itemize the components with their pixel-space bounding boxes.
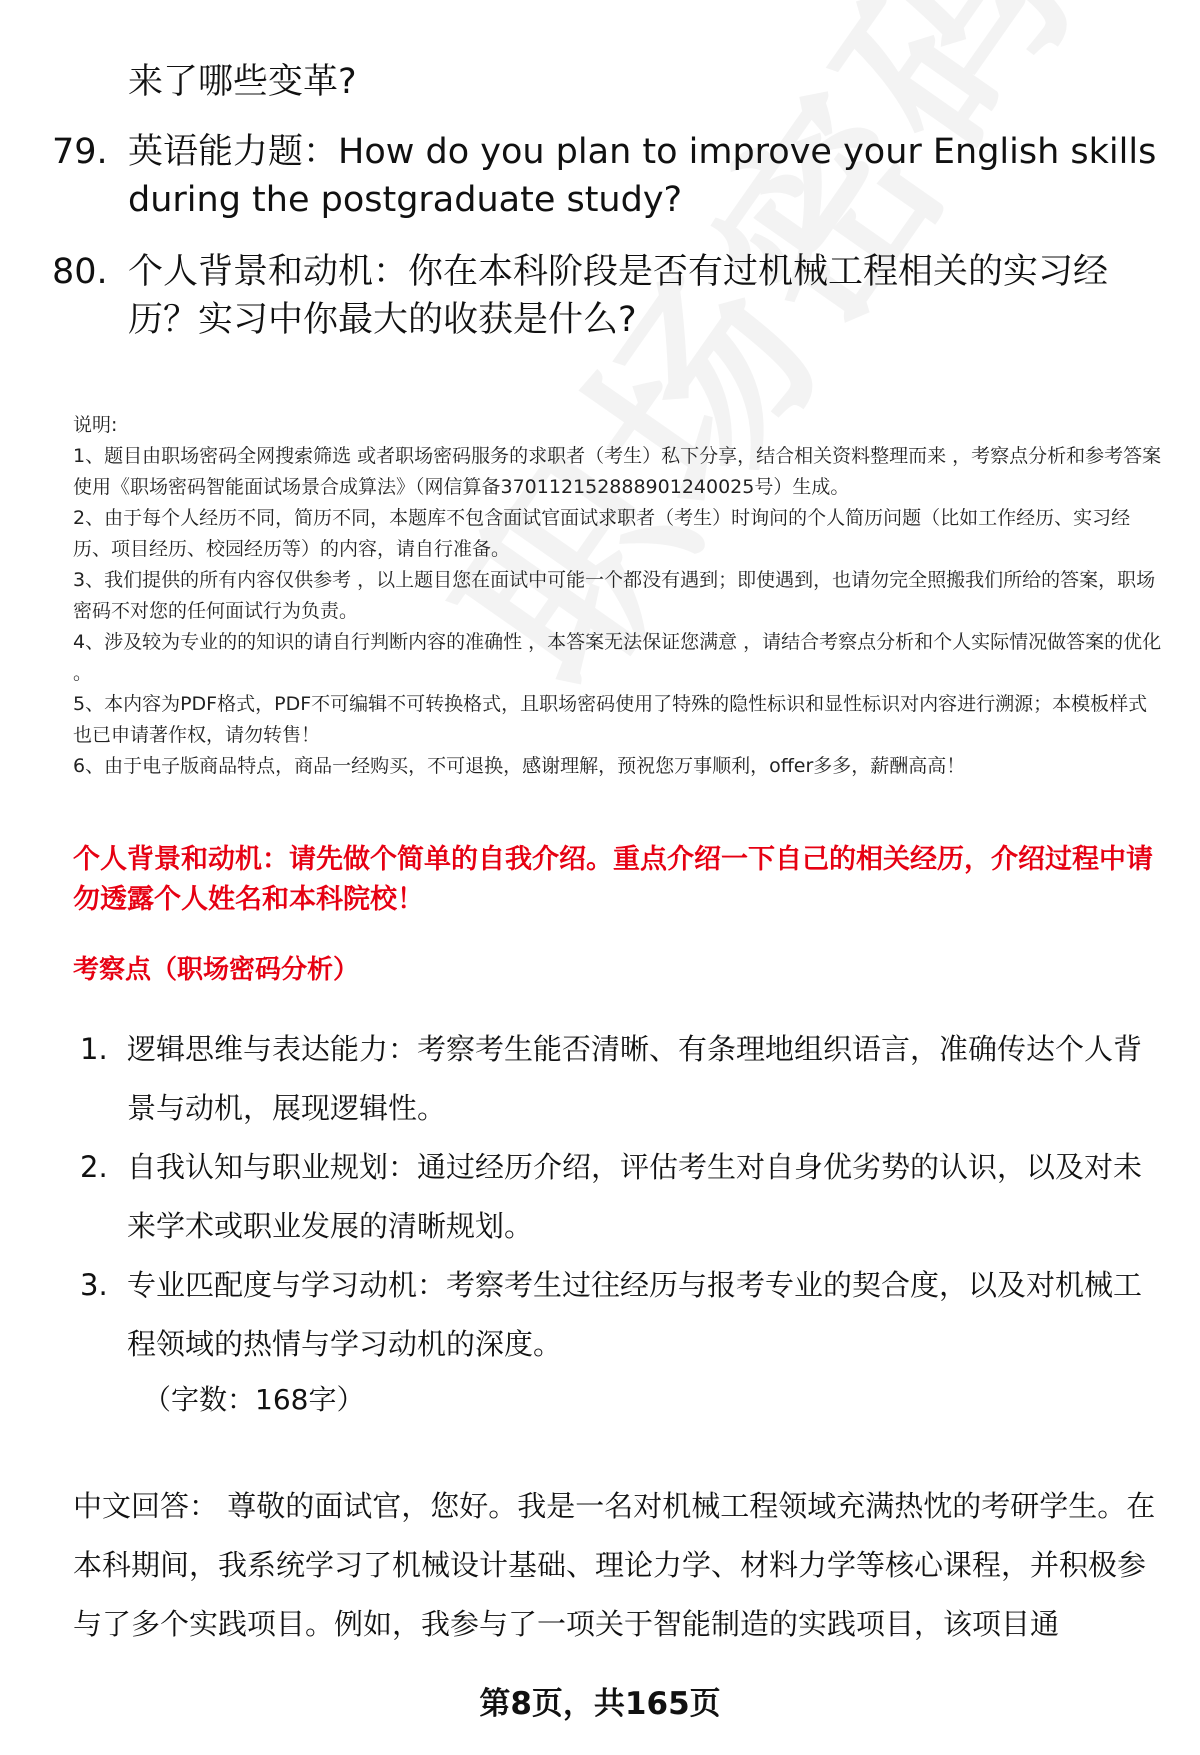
point-number: 3.	[80, 1268, 108, 1302]
note-item: 2、由于每个人经历不同，简历不同，本题库不包含面试官面试求职者（考生）时询问的个人简历问题（比如工作经历、实习经历、项目经历、校园经历等）的内容，请自行准备。	[73, 507, 1131, 560]
note-item: 5、本内容为PDF格式，PDF不可编辑不可转换格式，且职场密码使用了特殊的隐性标识和显性标识对内容进行溯源；本模板样式也已申请著作权，请勿转售！	[73, 693, 1148, 746]
point-text: 逻辑思维与表达能力：考察考生能否清晰、有条理地组织语言，准确传达个人背景与动机，展现逻辑性。	[127, 1032, 1143, 1125]
question-number: 80.	[52, 252, 108, 292]
question-80	[52, 248, 1167, 344]
question-number: 79.	[52, 132, 108, 172]
analysis-points	[80, 1020, 1165, 1374]
notes-title: 说明:	[73, 414, 118, 436]
section-question: 个人背景和动机：请先做个简单的自我介绍。重点介绍一下自己的相关经历，介绍过程中请勿透露个人姓名和本科院校！	[73, 844, 1153, 915]
analysis-point	[80, 1256, 1165, 1374]
analysis-point	[80, 1138, 1165, 1256]
analysis-title: 考察点（职场密码分析）	[73, 955, 360, 985]
point-text: 自我认知与职业规划：通过经历介绍，评估考生对自身优劣势的认识，以及对未来学术或职业发展的清晰规划。	[127, 1150, 1143, 1243]
analysis-point	[80, 1020, 1165, 1138]
notes-block	[73, 410, 1163, 782]
note-item: 3、我们提供的所有内容仅供参考 ，以上题目您在面试中可能一个都没有遇到；即使遇到，也请勿完全照搬我们所给的答案，职场密码不对您的任何面试行为负责。	[73, 569, 1156, 622]
previous-question-continuation: 来了哪些变革?	[128, 62, 357, 102]
word-count: （字数：168字）	[143, 1383, 365, 1416]
question-79	[52, 128, 1167, 224]
page-footer: 第8页，共165页	[479, 1686, 721, 1722]
note-item: 4、涉及较为专业的的知识的请自行判断内容的准确性 ，本答案无法保证您满意 ，请结合考察点分析和个人实际情况做答案的优化 。	[73, 631, 1162, 684]
question-text: 英语能力题：How do you plan to improve your English skills during the postgraduate study?	[128, 132, 1157, 220]
chinese-answer: 中文回答： 尊敬的面试官，您好。我是一名对机械工程领域充满热忱的考研学生。在本科期间，我系统学习了机械设计基础、理论力学、材料力学等核心课程，并积极参与了多个实践项目。例如，我参与了一项关于智能制造的实践项目，该项目通	[73, 1489, 1156, 1641]
point-number: 2.	[80, 1150, 108, 1184]
question-text: 个人背景和动机：你在本科阶段是否有过机械工程相关的实习经历？实习中你最大的收获是什么?	[128, 252, 1109, 340]
note-item: 1、题目由职场密码全网搜索筛选 或者职场密码服务的求职者（考生）私下分享，结合相关资料整理而来 ，考察点分析和参考答案使用《职场密码智能面试场景合成算法》（网信算备370112152888901240025号）生成。	[73, 445, 1162, 498]
point-text: 专业匹配度与学习动机：考察考生过往经历与报考专业的契合度，以及对机械工程领域的热情与学习动机的深度。	[127, 1268, 1143, 1361]
note-item: 6、由于电子版商品特点，商品一经购买，不可退换，感谢理解，预祝您万事顺利，offer多多，薪酬高高！	[73, 755, 966, 777]
point-number: 1.	[80, 1032, 108, 1066]
